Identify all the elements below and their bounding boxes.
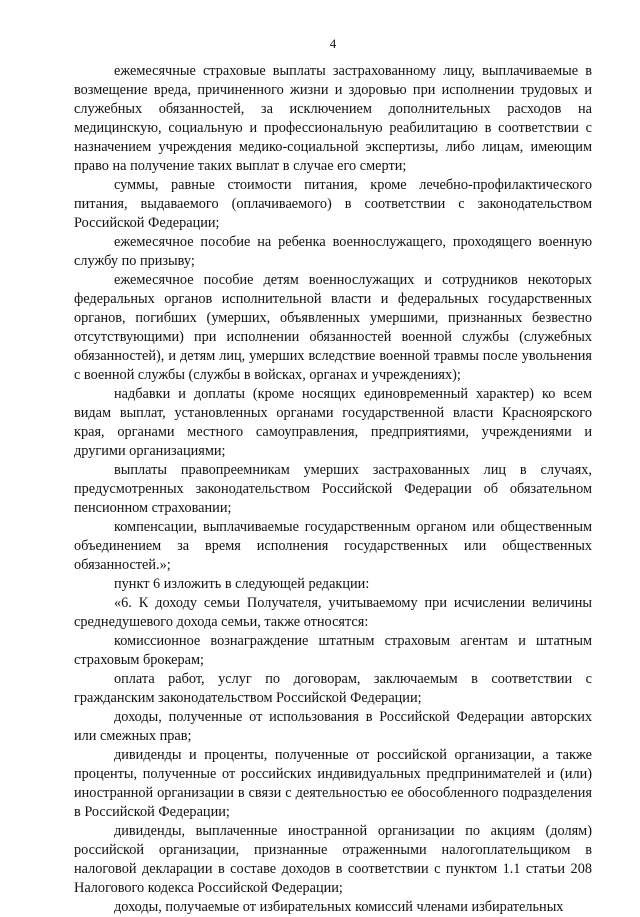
page-number: 4: [329, 36, 337, 51]
paragraph: дивиденды, выплаченные иностранной организации по акциям (долям) российской организации, признанные отраженными налогоплательщиком в налоговой декларации в составе доходов в соответствии с пунктом 1.1 статьи 208 Налогового кодекса Российской Федерации;: [74, 823, 592, 896]
paragraph: надбавки и доплаты (кроме носящих единовременный характер) ко всем видам выплат, установленных органами государственной власти Красноярского края, органами местного самоуправления, предприятиями, учреждениями и другими организациями;: [74, 386, 592, 459]
paragraph: комиссионное вознаграждение штатным страховым агентам и штатным страховым брокерам;: [74, 633, 592, 668]
paragraph: выплаты правопреемникам умерших застрахованных лиц в случаях, предусмотренных законодательством Российской Федерации об обязательном пенсионном страховании;: [74, 462, 592, 516]
paragraph: компенсации, выплачиваемые государственным органом или общественным объединением за время исполнения государственных или общественных обязанностей.»;: [74, 519, 592, 573]
paragraph: ежемесячное пособие детям военнослужащих и сотрудников некоторых федеральных органов исполнительной власти и федеральных государственных органов, погибших (умерших, объявленных умершими, признанных безвестно отсутствующими) при исполнении обязанностей военной службы (служебных обязанностей), и детям лиц, умерших вследствие военной травмы после увольнения с военной службы (службы в войсках, органах и учреждениях);: [74, 272, 592, 383]
paragraph: доходы, полученные от использования в Российской Федерации авторских или смежных прав;: [74, 709, 592, 744]
paragraph: доходы, получаемые от избирательных комиссий членами избирательных: [114, 899, 564, 915]
paragraph: пункт 6 изложить в следующей редакции:: [114, 576, 370, 592]
paragraph: ежемесячные страховые выплаты застрахованному лицу, выплачиваемые в возмещение вреда, причиненного жизни и здоровью при исполнении трудовых и служебных обязанностей, за исключением дополнительных расходов на медицинскую, социальную и профессиональную реабилитацию в соответствии с назначением учреждения медико-социальной экспертизы, либо лицам, имеющим право на получение таких выплат в случае его смерти;: [74, 63, 592, 174]
document-body: [74, 62, 592, 917]
paragraph: оплата работ, услуг по договорам, заключаемым в соответствии с гражданским законодательством Российской Федерации;: [74, 671, 592, 706]
paragraph: ежемесячное пособие на ребенка военнослужащего, проходящего военную службу по призыву;: [74, 234, 592, 269]
paragraph: суммы, равные стоимости питания, кроме лечебно-профилактического питания, выдаваемого (оплачиваемого) в соответствии с законодательством Российской Федерации;: [74, 177, 592, 231]
paragraph: дивиденды и проценты, полученные от российской организации, а также проценты, полученные от российских индивидуальных предпринимателей и (или) иностранной организации в связи с деятельностью ее обособленного подразделения в Российской Федерации;: [74, 747, 592, 820]
paragraph: «6. К доходу семьи Получателя, учитываемому при исчислении величины среднедушевого дохода семьи, также относятся:: [74, 595, 592, 630]
